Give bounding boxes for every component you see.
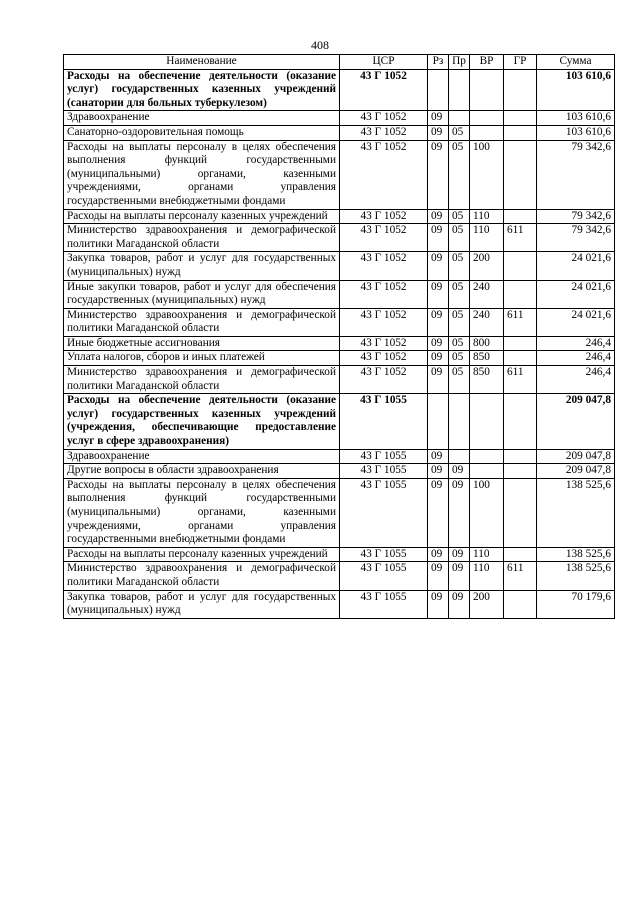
cell-pr: 05 xyxy=(449,366,470,394)
cell-name: Здравоохранение xyxy=(64,111,340,126)
cell-csr: 43 Г 1052 xyxy=(340,111,428,126)
cell-rz: 09 xyxy=(428,252,449,280)
cell-csr: 43 Г 1055 xyxy=(340,590,428,618)
cell-pr: 05 xyxy=(449,252,470,280)
cell-rz: 09 xyxy=(428,351,449,366)
header-sum: Сумма xyxy=(537,55,615,70)
cell-pr: 09 xyxy=(449,590,470,618)
table-body xyxy=(64,69,615,618)
cell-vr: 240 xyxy=(470,280,504,308)
header-csr: ЦСР xyxy=(340,55,428,70)
table-row xyxy=(64,252,615,280)
cell-vr xyxy=(470,125,504,140)
cell-vr: 110 xyxy=(470,547,504,562)
cell-sum: 79 342,6 xyxy=(537,140,615,209)
cell-sum: 79 342,6 xyxy=(537,209,615,224)
table-row xyxy=(64,111,615,126)
cell-pr: 09 xyxy=(449,562,470,590)
header-rz: Рз xyxy=(428,55,449,70)
cell-csr: 43 Г 1055 xyxy=(340,464,428,479)
cell-vr: 850 xyxy=(470,351,504,366)
cell-name: Расходы на обеспечение деятельности (оказание услуг) государственных казенных учреждений (санатории для больных туберкулезом) xyxy=(64,69,340,111)
cell-rz: 09 xyxy=(428,308,449,336)
cell-sum: 24 021,6 xyxy=(537,252,615,280)
cell-rz: 09 xyxy=(428,562,449,590)
cell-csr: 43 Г 1052 xyxy=(340,366,428,394)
cell-sum: 70 179,6 xyxy=(537,590,615,618)
budget-table xyxy=(63,54,615,619)
cell-csr: 43 Г 1055 xyxy=(340,449,428,464)
cell-csr: 43 Г 1052 xyxy=(340,351,428,366)
cell-pr: 05 xyxy=(449,280,470,308)
cell-pr: 05 xyxy=(449,125,470,140)
cell-rz: 09 xyxy=(428,449,449,464)
table-row xyxy=(64,336,615,351)
cell-pr: 05 xyxy=(449,351,470,366)
table-header-row xyxy=(64,55,615,70)
cell-name: Иные закупки товаров, работ и услуг для обеспечения государственных (муниципальных) нужд xyxy=(64,280,340,308)
cell-vr: 240 xyxy=(470,308,504,336)
table-row xyxy=(64,69,615,111)
cell-gr xyxy=(504,209,537,224)
table-row xyxy=(64,308,615,336)
cell-rz xyxy=(428,394,449,449)
cell-name: Здравоохранение xyxy=(64,449,340,464)
cell-pr: 05 xyxy=(449,209,470,224)
cell-pr: 09 xyxy=(449,547,470,562)
cell-sum: 246,4 xyxy=(537,366,615,394)
header-vr: ВР xyxy=(470,55,504,70)
cell-pr: 05 xyxy=(449,140,470,209)
cell-gr: 611 xyxy=(504,224,537,252)
cell-csr: 43 Г 1052 xyxy=(340,336,428,351)
cell-csr: 43 Г 1052 xyxy=(340,308,428,336)
cell-sum: 246,4 xyxy=(537,336,615,351)
cell-rz: 09 xyxy=(428,366,449,394)
cell-pr: 05 xyxy=(449,336,470,351)
cell-sum: 209 047,8 xyxy=(537,464,615,479)
cell-name: Министерство здравоохранения и демографической политики Магаданской области xyxy=(64,366,340,394)
cell-pr xyxy=(449,69,470,111)
cell-vr xyxy=(470,111,504,126)
cell-vr: 850 xyxy=(470,366,504,394)
table-row xyxy=(64,125,615,140)
cell-name: Расходы на обеспечение деятельности (оказание услуг) государственных казенных учреждений (учреждения, обеспечивающие предоставление услуг в сфере здравоохранения) xyxy=(64,394,340,449)
cell-gr xyxy=(504,140,537,209)
cell-sum: 246,4 xyxy=(537,351,615,366)
cell-csr: 43 Г 1052 xyxy=(340,209,428,224)
cell-rz: 09 xyxy=(428,111,449,126)
table-row xyxy=(64,590,615,618)
header-pr: Пр xyxy=(449,55,470,70)
cell-name: Расходы на выплаты персоналу в целях обеспечения выполнения функций государственными (муниципальными) органами, казенными учреждениями, органами управления государственными внебюджетными фондами xyxy=(64,478,340,547)
cell-pr xyxy=(449,394,470,449)
cell-pr xyxy=(449,111,470,126)
cell-name: Министерство здравоохранения и демографической политики Магаданской области xyxy=(64,224,340,252)
cell-gr xyxy=(504,547,537,562)
page-number: 408 xyxy=(311,38,329,52)
table-row xyxy=(64,224,615,252)
cell-name: Иные бюджетные ассигнования xyxy=(64,336,340,351)
cell-vr xyxy=(470,449,504,464)
cell-name: Уплата налогов, сборов и иных платежей xyxy=(64,351,340,366)
cell-pr xyxy=(449,449,470,464)
cell-rz: 09 xyxy=(428,336,449,351)
cell-csr: 43 Г 1055 xyxy=(340,394,428,449)
cell-sum: 24 021,6 xyxy=(537,280,615,308)
cell-csr: 43 Г 1052 xyxy=(340,125,428,140)
cell-sum: 138 525,6 xyxy=(537,478,615,547)
table-row xyxy=(64,351,615,366)
cell-csr: 43 Г 1055 xyxy=(340,478,428,547)
cell-vr: 200 xyxy=(470,590,504,618)
cell-gr: 611 xyxy=(504,308,537,336)
table-row xyxy=(64,140,615,209)
cell-sum: 138 525,6 xyxy=(537,562,615,590)
cell-sum: 103 610,6 xyxy=(537,69,615,111)
cell-vr: 200 xyxy=(470,252,504,280)
cell-rz: 09 xyxy=(428,125,449,140)
cell-vr xyxy=(470,464,504,479)
cell-rz: 09 xyxy=(428,478,449,547)
cell-csr: 43 Г 1055 xyxy=(340,562,428,590)
cell-gr: 611 xyxy=(504,366,537,394)
cell-csr: 43 Г 1052 xyxy=(340,224,428,252)
table-row xyxy=(64,280,615,308)
header-name: Наименование xyxy=(64,55,340,70)
cell-sum: 138 525,6 xyxy=(537,547,615,562)
cell-csr: 43 Г 1052 xyxy=(340,252,428,280)
cell-gr xyxy=(504,478,537,547)
cell-vr: 110 xyxy=(470,209,504,224)
cell-vr: 110 xyxy=(470,224,504,252)
table-row xyxy=(64,464,615,479)
cell-rz: 09 xyxy=(428,590,449,618)
header-gr: ГР xyxy=(504,55,537,70)
cell-gr xyxy=(504,111,537,126)
cell-name: Расходы на выплаты персоналу в целях обеспечения выполнения функций государственными (муниципальными) органами, казенными учреждениями, органами управления государственными внебюджетными фондами xyxy=(64,140,340,209)
cell-sum: 209 047,8 xyxy=(537,394,615,449)
cell-gr: 611 xyxy=(504,562,537,590)
cell-pr: 05 xyxy=(449,224,470,252)
table-row xyxy=(64,449,615,464)
cell-gr xyxy=(504,449,537,464)
cell-csr: 43 Г 1052 xyxy=(340,280,428,308)
cell-sum: 209 047,8 xyxy=(537,449,615,464)
cell-name: Расходы на выплаты персоналу казенных учреждений xyxy=(64,547,340,562)
cell-rz: 09 xyxy=(428,464,449,479)
cell-name: Закупка товаров, работ и услуг для государственных (муниципальных) нужд xyxy=(64,590,340,618)
cell-vr xyxy=(470,69,504,111)
table-row xyxy=(64,394,615,449)
cell-rz xyxy=(428,69,449,111)
cell-vr: 110 xyxy=(470,562,504,590)
cell-rz: 09 xyxy=(428,280,449,308)
cell-name: Министерство здравоохранения и демографической политики Магаданской области xyxy=(64,562,340,590)
table-row xyxy=(64,209,615,224)
cell-gr xyxy=(504,394,537,449)
cell-csr: 43 Г 1052 xyxy=(340,69,428,111)
cell-csr: 43 Г 1052 xyxy=(340,140,428,209)
table-row xyxy=(64,547,615,562)
cell-vr: 800 xyxy=(470,336,504,351)
cell-vr xyxy=(470,394,504,449)
cell-sum: 103 610,6 xyxy=(537,125,615,140)
cell-pr: 09 xyxy=(449,478,470,547)
cell-name: Министерство здравоохранения и демографической политики Магаданской области xyxy=(64,308,340,336)
cell-pr: 09 xyxy=(449,464,470,479)
cell-gr xyxy=(504,351,537,366)
cell-gr xyxy=(504,125,537,140)
cell-rz: 09 xyxy=(428,547,449,562)
cell-rz: 09 xyxy=(428,224,449,252)
cell-name: Закупка товаров, работ и услуг для государственных (муниципальных) нужд xyxy=(64,252,340,280)
cell-name: Санаторно-оздоровительная помощь xyxy=(64,125,340,140)
cell-vr: 100 xyxy=(470,478,504,547)
table-row xyxy=(64,562,615,590)
cell-rz: 09 xyxy=(428,140,449,209)
cell-sum: 79 342,6 xyxy=(537,224,615,252)
cell-gr xyxy=(504,252,537,280)
cell-gr xyxy=(504,69,537,111)
cell-sum: 24 021,6 xyxy=(537,308,615,336)
table-row xyxy=(64,478,615,547)
cell-gr xyxy=(504,280,537,308)
cell-pr: 05 xyxy=(449,308,470,336)
table-row xyxy=(64,366,615,394)
cell-sum: 103 610,6 xyxy=(537,111,615,126)
cell-csr: 43 Г 1055 xyxy=(340,547,428,562)
cell-vr: 100 xyxy=(470,140,504,209)
cell-name: Расходы на выплаты персоналу казенных учреждений xyxy=(64,209,340,224)
cell-gr xyxy=(504,336,537,351)
cell-gr xyxy=(504,590,537,618)
cell-gr xyxy=(504,464,537,479)
cell-rz: 09 xyxy=(428,209,449,224)
cell-name: Другие вопросы в области здравоохранения xyxy=(64,464,340,479)
